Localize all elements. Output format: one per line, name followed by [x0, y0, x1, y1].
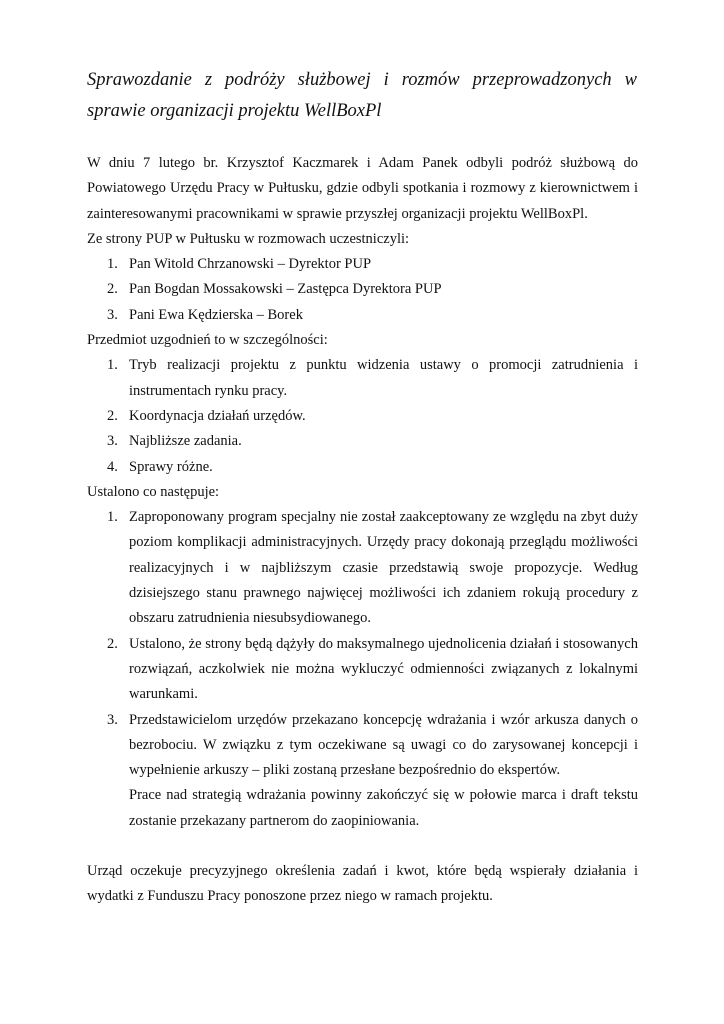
- participants-heading: Ze strony PUP w Pułtusku w rozmowach uczestniczyli:: [87, 230, 410, 247]
- list-item: [87, 404, 638, 429]
- list-item: [87, 277, 638, 302]
- list-item: [87, 708, 638, 784]
- list-number: 3.: [107, 711, 118, 728]
- list-item: [87, 632, 638, 708]
- list-item-text: Ustalono, że strony będą dążyły do maksymalnego ujednolicenia działań i stosowanych rozwiązań, aczkolwiek nie można wykluczyć odmienności związanych z lokalnymi warunkami.: [129, 635, 638, 703]
- spacer: [87, 834, 638, 859]
- list-item-text: Koordynacja działań urzędów.: [129, 407, 306, 424]
- list-item-text: Najbliższe zadania.: [129, 433, 242, 450]
- list-number: 4.: [107, 458, 118, 475]
- document-title: Sprawozdanie z podróży służbowej i rozmów przeprowadzonych w sprawie organizacji projektu WellBoxPl: [87, 70, 637, 121]
- list-item-text: Pan Witold Chrzanowski – Dyrektor PUP: [129, 256, 372, 273]
- list-item: [87, 252, 638, 277]
- list-item: [87, 353, 638, 404]
- list-number: 2.: [107, 635, 118, 652]
- list-item-text: Zaproponowany program specjalny nie został zaakceptowany ze względu na zbyt duży poziom komplikacji administracyjnych. Urzędy pracy dokonają przeglądu możliwości realizacyjnych i w najbliższym czasie przedstawią swoje propozycje. Według dzisiejszego stanu prawnego najwięcej możliwości ich zdaniem rokują procedury z obszaru zatrudnienia niesubsydiowanego.: [129, 509, 638, 627]
- findings-extra-paragraph: Prace nad strategią wdrażania powinny zakończyć się w połowie marca i draft tekstu zostanie przekazany partnerom do zaopiniowania.: [129, 787, 638, 829]
- list-number: 1.: [107, 256, 118, 273]
- findings-list: [87, 505, 638, 783]
- list-item: [87, 429, 638, 454]
- list-item-text: Tryb realizacji projektu z punktu widzenia ustawy o promocji zatrudnienia i instrumentach rynku pracy.: [129, 357, 638, 399]
- list-item-text: Przedstawicielom urzędów przekazano koncepcję wdrażania i wzór arkusza danych o bezrobociu. W związku z tym oczekiwane są uwagi co do zarysowanej koncepcji i wypełnienie arkuszy – pliki zostaną przesłane bezpośrednio do ekspertów.: [129, 711, 638, 779]
- list-number: 1.: [107, 509, 118, 526]
- list-number: 3.: [107, 433, 118, 450]
- list-item-text: Sprawy różne.: [129, 458, 213, 475]
- document-body: [87, 151, 638, 910]
- topics-list: [87, 353, 638, 479]
- list-number: 2.: [107, 407, 118, 424]
- findings-heading: Ustalono co następuje:: [87, 483, 220, 500]
- list-item: [87, 505, 638, 631]
- list-item-text: Pani Ewa Kędzierska – Borek: [129, 306, 303, 323]
- list-item: [87, 455, 638, 480]
- list-item: [87, 303, 638, 328]
- intro-paragraph: W dniu 7 lutego br. Krzysztof Kaczmarek i Adam Panek odbyli podróż służbową do Powiatowego Urzędu Pracy w Pułtusku, gdzie odbyli spotkania i rozmowy z kierownictwem i zainteresowanymi pracownikami w sprawie przyszłej organizacji projektu WellBoxPl.: [87, 155, 638, 222]
- list-item-text: Pan Bogdan Mossakowski – Zastępca Dyrektora PUP: [129, 281, 442, 298]
- participants-list: [87, 252, 638, 328]
- list-number: 3.: [107, 306, 118, 323]
- list-number: 1.: [107, 357, 118, 374]
- topics-heading: Przedmiot uzgodnień to w szczególności:: [87, 332, 328, 349]
- closing-paragraph: Urząd oczekuje precyzyjnego określenia zadań i kwot, które będą wspierały działania i wydatki z Funduszu Pracy ponoszone przez niego w ramach projektu.: [87, 863, 638, 905]
- list-number: 2.: [107, 281, 118, 298]
